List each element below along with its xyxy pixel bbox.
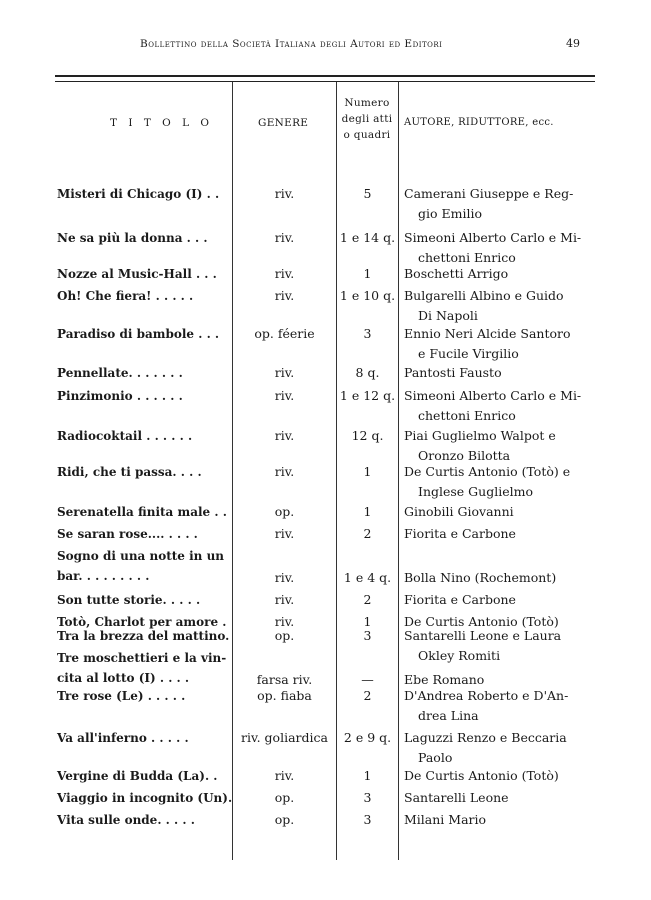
- cell-autore-line: Simeoni Alberto Carlo e Mi-: [404, 230, 582, 245]
- cell-autore-line: Piai Guglielmo Walpot e: [404, 428, 556, 443]
- cell-numero: 5: [363, 186, 372, 201]
- cell-titolo-line: Tre moschettieri e la vin-: [57, 651, 227, 665]
- cell-autore: [404, 810, 588, 830]
- cell-autore-line: Camerani Giuseppe e Reg-: [404, 186, 574, 201]
- cell-genere: riv.: [274, 768, 295, 783]
- cell-autore: [404, 626, 588, 666]
- cell-titolo-line: bar. . . . . . . . .: [57, 569, 150, 583]
- cell-titolo-line: Se saran rose.... . . . .: [57, 527, 198, 541]
- cell-numero: 2 e 9 q.: [343, 730, 392, 745]
- cell-numero: 1 e 4 q.: [343, 570, 392, 585]
- cell-titolo: [57, 286, 229, 306]
- cell-titolo: [57, 546, 229, 586]
- cell-numero: 1: [363, 614, 372, 629]
- cell-titolo-line: Pennellate. . . . . . .: [57, 366, 183, 380]
- cell-titolo: [57, 728, 229, 748]
- cell-autore-line: gio Emilio: [418, 206, 482, 221]
- column-header-autore: AUTORE, RIDUTTORE, ecc.: [404, 117, 554, 128]
- cell-numero: 1: [363, 266, 372, 281]
- cell-autore: [404, 766, 588, 786]
- cell-titolo-line: Totò, Charlot per amore .: [57, 615, 227, 629]
- cell-titolo: [57, 686, 229, 706]
- cell-titolo: [57, 363, 229, 383]
- cell-autore: [404, 686, 588, 726]
- cell-titolo: [57, 228, 229, 248]
- cell-autore: [404, 363, 588, 383]
- cell-titolo: [57, 648, 229, 688]
- cell-titolo-line: Tra la brezza del mattino.: [57, 629, 230, 643]
- cell-autore-line: Milani Mario: [404, 812, 487, 827]
- cell-titolo-line: Ne sa più la donna . . .: [57, 231, 208, 245]
- cell-numero: 3: [363, 628, 372, 643]
- cell-autore-line: Santarelli Leone: [404, 790, 509, 805]
- cell-titolo: [57, 788, 233, 808]
- cell-numero: 2: [363, 592, 372, 607]
- cell-titolo: [57, 810, 229, 830]
- cell-autore: [404, 228, 588, 268]
- cell-genere: op.: [274, 504, 295, 519]
- cell-autore-line: Oronzo Bilotta: [418, 448, 511, 463]
- cell-numero: 2: [363, 526, 372, 541]
- cell-autore: [404, 462, 588, 502]
- cell-titolo: [57, 264, 229, 284]
- cell-genere: riv.: [274, 614, 295, 629]
- cell-autore: [404, 386, 588, 426]
- cell-autore-line: chettoni Enrico: [418, 408, 516, 423]
- cell-titolo: [57, 626, 229, 646]
- cell-autore-line: Laguzzi Renzo e Beccaria: [404, 730, 567, 745]
- cell-autore-line: De Curtis Antonio (Totò): [404, 768, 559, 783]
- cell-autore-line: De Curtis Antonio (Totò) e: [404, 464, 571, 479]
- cell-autore-line: Simeoni Alberto Carlo e Mi-: [404, 388, 582, 403]
- cell-genere: riv.: [274, 230, 295, 245]
- cell-numero: 3: [363, 790, 372, 805]
- cell-autore: [404, 728, 588, 768]
- cell-autore-line: Ginobili Giovanni: [404, 504, 514, 519]
- cell-titolo: [57, 426, 229, 446]
- cell-autore-line: Santarelli Leone e Laura: [404, 628, 562, 643]
- cell-numero: 1: [363, 504, 372, 519]
- cell-genere: riv.: [274, 186, 295, 201]
- cell-genere: riv.: [274, 464, 295, 479]
- cell-genere: op.: [274, 628, 295, 643]
- page-number: 49: [566, 37, 580, 50]
- cell-genere: riv.: [274, 388, 295, 403]
- cell-autore-line: D'Andrea Roberto e D'An-: [404, 688, 569, 703]
- cell-titolo: [57, 524, 229, 544]
- cell-titolo-line: Va all'inferno . . . . .: [57, 731, 189, 745]
- cell-autore: [404, 324, 588, 364]
- cell-titolo: [57, 766, 229, 786]
- cell-genere: riv.: [274, 266, 295, 281]
- column-header-numero: [336, 95, 398, 143]
- cell-titolo-line: Pinzimonio . . . . . .: [57, 389, 183, 403]
- cell-numero: 2: [363, 688, 372, 703]
- cell-titolo: [57, 386, 229, 406]
- cell-autore-line: Inglese Guglielmo: [418, 484, 533, 499]
- cell-autore-line: Ebe Romano: [404, 672, 485, 687]
- cell-titolo-line: Viaggio in incognito (Un).: [57, 791, 233, 805]
- cell-genere: riv.: [274, 592, 295, 607]
- cell-titolo-line: Ridi, che ti passa. . . .: [57, 465, 202, 479]
- cell-titolo-line: Paradiso di bambole . . .: [57, 327, 220, 341]
- cell-titolo: [57, 502, 229, 522]
- cell-titolo: [57, 462, 229, 482]
- cell-autore: [404, 568, 588, 588]
- cell-numero: 1 e 12 q.: [339, 388, 396, 403]
- cell-autore-line: drea Lina: [418, 708, 479, 723]
- cell-numero: 3: [363, 326, 372, 341]
- cell-titolo-line: Vergine di Budda (La). .: [57, 769, 218, 783]
- cell-autore: [404, 590, 588, 610]
- cell-genere: riv. goliardica: [241, 730, 328, 745]
- cell-autore: [404, 426, 588, 466]
- cell-autore-line: Bolla Nino (Rochemont): [404, 570, 557, 585]
- cell-autore-line: Paolo: [418, 750, 453, 765]
- cell-autore-line: Ennio Neri Alcide Santoro: [404, 326, 571, 341]
- cell-numero: 8 q.: [355, 365, 380, 380]
- cell-autore-line: Bulgarelli Albino e Guido: [404, 288, 564, 303]
- cell-genere: op.: [274, 812, 295, 827]
- cell-genere: riv.: [274, 365, 295, 380]
- cell-autore-line: Fiorita e Carbone: [404, 526, 516, 541]
- cell-autore-line: Di Napoli: [418, 308, 478, 323]
- cell-autore: [404, 524, 588, 544]
- column-header-genere: GENERE: [258, 117, 309, 129]
- cell-titolo: [57, 590, 229, 610]
- column-header-titolo: T I T O L O: [110, 117, 214, 129]
- cell-autore-line: Pantosti Fausto: [404, 365, 502, 380]
- cell-numero: 1 e 10 q.: [339, 288, 396, 303]
- cell-autore: [404, 264, 588, 284]
- cell-titolo-line: Nozze al Music-Hall . . .: [57, 267, 217, 281]
- cell-numero: 1 e 14 q.: [339, 230, 396, 245]
- cell-autore-line: chettoni Enrico: [418, 250, 516, 265]
- cell-titolo-line: Serenatella finita male . .: [57, 505, 227, 519]
- cell-genere: riv.: [274, 526, 295, 541]
- cell-numero: 1: [363, 768, 372, 783]
- cell-numero: 1: [363, 464, 372, 479]
- cell-titolo-line: Misteri di Chicago (I) . .: [57, 187, 220, 201]
- cell-genere: riv.: [274, 428, 295, 443]
- column-header-numero-line: Numero: [344, 97, 390, 109]
- column-header-numero-line: o quadri: [343, 129, 391, 141]
- cell-numero: 12 q.: [351, 428, 384, 443]
- cell-titolo-line: Oh! Che fiera! . . . . .: [57, 289, 194, 303]
- cell-titolo-line: Vita sulle onde. . . . .: [57, 813, 195, 827]
- cell-titolo-line: Radiocoktail . . . . . .: [57, 429, 193, 443]
- top-rule-thin: [55, 81, 595, 82]
- column-header-numero-line: degli atti: [341, 113, 393, 125]
- cell-genere: op.: [274, 790, 295, 805]
- cell-titolo-line: cita al lotto (I) . . . .: [57, 671, 190, 685]
- cell-autore-line: e Fucile Virgilio: [418, 346, 519, 361]
- cell-titolo: [57, 184, 229, 204]
- cell-genere: op. féerie: [254, 326, 315, 341]
- running-title: Bollettino della Società Italiana degli Autori ed Editori: [140, 38, 443, 50]
- cell-titolo: [57, 324, 229, 344]
- cell-autore-line: De Curtis Antonio (Totò): [404, 614, 559, 629]
- cell-autore: [404, 286, 588, 326]
- cell-autore-line: Boschetti Arrigo: [404, 266, 509, 281]
- column-divider: [398, 82, 399, 860]
- cell-autore-line: Okley Romiti: [418, 648, 501, 663]
- cell-genere: op. fiaba: [257, 688, 312, 703]
- cell-autore: [404, 788, 588, 808]
- cell-titolo-line: Son tutte storie. . . . .: [57, 593, 201, 607]
- cell-titolo-line: Tre rose (Le) . . . . .: [57, 689, 186, 703]
- cell-numero: —: [361, 672, 374, 687]
- top-rule: [55, 75, 595, 77]
- cell-autore-line: Fiorita e Carbone: [404, 592, 516, 607]
- cell-numero: 3: [363, 812, 372, 827]
- cell-genere: riv.: [274, 288, 295, 303]
- cell-autore: [404, 502, 588, 522]
- cell-genere: riv.: [274, 570, 295, 585]
- cell-autore: [404, 184, 588, 224]
- cell-titolo-line: Sogno di una notte in un: [57, 549, 225, 563]
- cell-genere: farsa riv.: [256, 672, 313, 687]
